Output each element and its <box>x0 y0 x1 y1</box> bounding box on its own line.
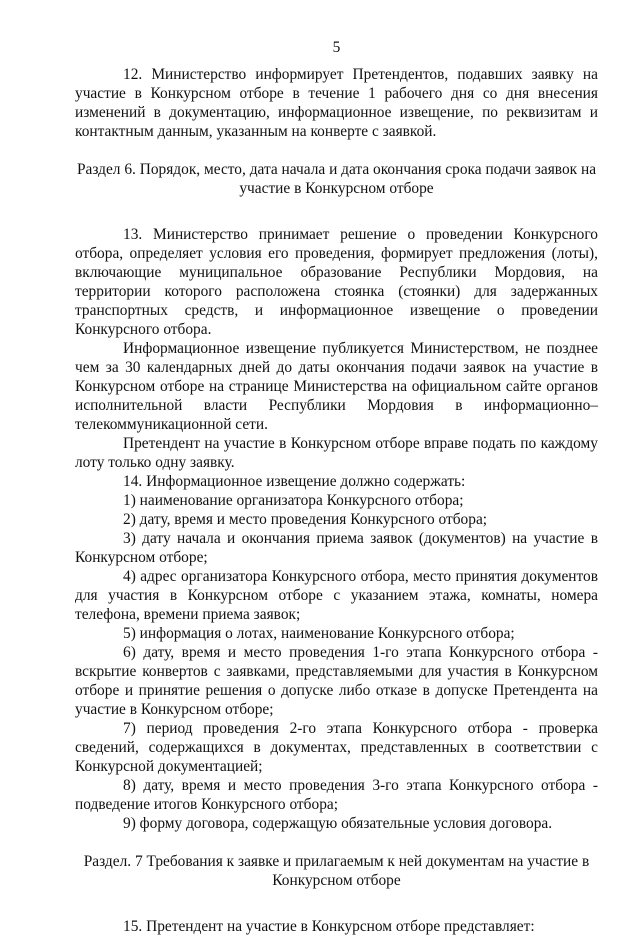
list-item-6: 6) дату, время и место проведения 1-го этапа Конкурсного отбора - вскрытие конвертов с заявками, представляемыми для участия в Конкурсном отборе и принятие решения о допуске либо отказе в допуске Претендента на участие в Конкурсном отборе; <box>75 644 598 718</box>
list-item-3: 3) дату начала и окончания приема заявок (документов) на участие в Конкурсном отборе; <box>75 530 598 566</box>
paragraph-14: 14. Информационное извещение должно содержать: <box>123 473 466 490</box>
list-item-5: 5) информация о лотах, наименование Конкурсного отбора; <box>123 625 515 642</box>
paragraph-13: 13. Министерство принимает решение о проведении Конкурсного отбора, определяет условия его проведения, формирует предложения (лоты), включающие муниципальное образование Республики Мордовия, на территории которого расположена стоянка (стоянки) для задержанных транспортных средств, и информационное извещение о проведении Конкурсного отбора. <box>75 226 598 338</box>
list-item-1: 1) наименование организатора Конкурсного отбора; <box>123 492 464 509</box>
section-7-heading: Раздел. 7 Требования к заявке и прилагаемым к ней документам на участие в Конкурсном отборе <box>83 853 590 889</box>
paragraph-12: 12. Министерство информирует Претендентов, подавших заявку на участие в Конкурсном отборе в течение 1 рабочего дня со дня внесения изменений в документацию, информационное извещение, по реквизитам и контактным данным, указанным на конверте с заявкой. <box>75 66 598 140</box>
list-item-8: 8) дату, время и место проведения 3-го этапа Конкурсного отбора - подведение итогов Конкурсного отбора; <box>75 777 598 813</box>
list-item-2: 2) дату, время и место проведения Конкурсного отбора; <box>123 511 488 528</box>
page-number: 5 <box>332 39 341 56</box>
list-item-4: 4) адрес организатора Конкурсного отбора, место принятия документов для участия в Конкурсном отборе с указанием этажа, комнаты, номера телефона, времени приема заявок; <box>75 568 598 623</box>
paragraph-one-application: Претендент на участие в Конкурсном отборе вправе подать по каждому лоту только одну заявку. <box>75 435 598 471</box>
list-item-7: 7) период проведения 2-го этапа Конкурсного отбора - проверка сведений, содержащихся в документах, представленных в соответствии с Конкурсной документацией; <box>75 720 598 775</box>
list-item-9: 9) форму договора, содержащую обязательные условия договора. <box>123 815 553 832</box>
paragraph-notice-publication: Информационное извещение публикуется Министерством, не позднее чем за 30 календарных дней до даты окончания подачи заявок на участие в Конкурсном отборе на странице Министерства на официальном сайте органов исполнительной власти Республики Мордовия в информационно–телекоммуникационной сети. <box>75 340 598 433</box>
section-6-heading: Раздел 6. Порядок, место, дата начала и дата окончания срока подачи заявок на участие в Конкурсном отборе <box>76 161 597 197</box>
paragraph-15: 15. Претендент на участие в Конкурсном отборе представляет: <box>123 918 535 935</box>
